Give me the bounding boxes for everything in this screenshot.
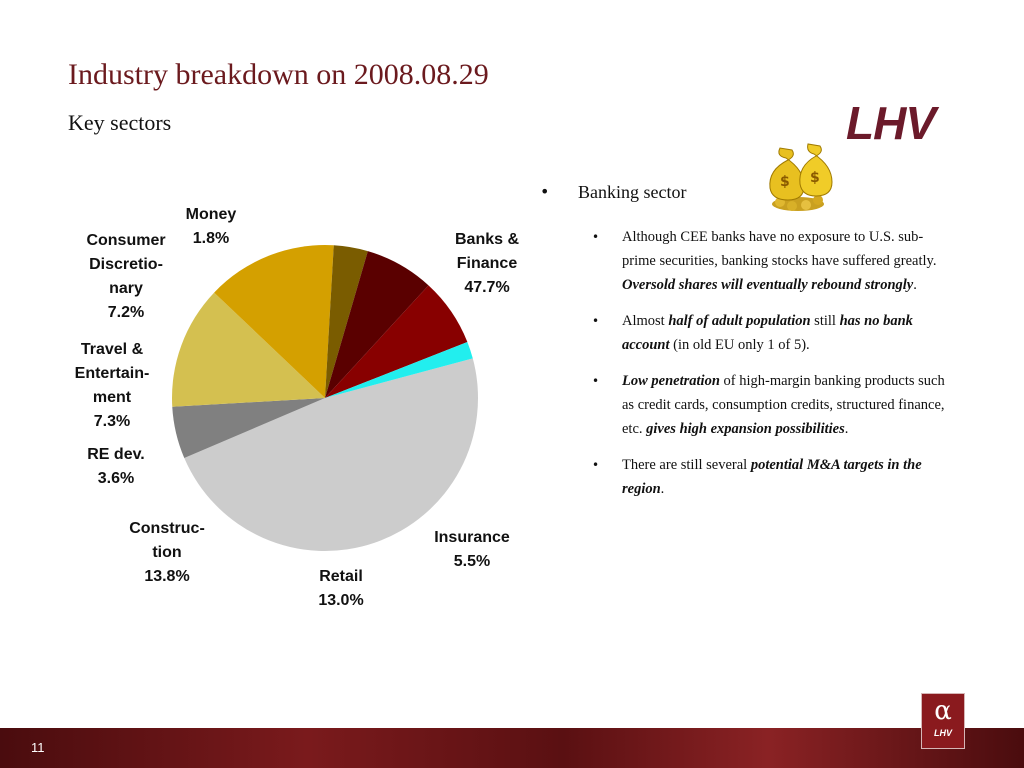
alpha-logo-text: LHV [934, 728, 952, 738]
pie-slice-label: Travel & Entertain-ment 7.3% [74, 341, 150, 430]
body-text: There are still several [622, 457, 751, 473]
svg-text:$: $ [780, 174, 790, 190]
sector-heading: Banking sector [578, 182, 687, 202]
bullet-dot-icon: • [592, 458, 600, 472]
list-item [592, 453, 950, 501]
emphasis-text: Oversold shares will eventually rebound strongly [622, 277, 914, 293]
body-text: (in old EU only 1 of 5). [669, 337, 810, 353]
body-text: . [844, 421, 849, 437]
bullet-dot-icon: • [592, 230, 600, 244]
bullet-dot-icon: • [592, 374, 600, 388]
pie-slice-label: Insurance 5.5% [434, 529, 510, 570]
alpha-symbol: α [934, 696, 952, 726]
industry-pie-chart [60, 200, 540, 630]
emphasis-text: potential M&A targets in the region [622, 457, 922, 497]
body-text: still [810, 313, 840, 329]
emphasis-text: has no bank account [622, 313, 913, 353]
pie-slice-label: RE dev. 3.6% [87, 446, 145, 487]
bullet-list [540, 225, 950, 501]
list-item [592, 309, 950, 357]
pie-slice-label: Consumer Discretio-nary 7.2% [86, 232, 166, 321]
pie-slice-label: Retail 13.0% [318, 568, 364, 609]
emphasis-text: Low penetration [622, 373, 720, 389]
svg-text:$: $ [810, 170, 820, 186]
sector-heading-item [540, 182, 950, 203]
body-text: . [913, 277, 917, 293]
bullet-dot-icon: • [592, 314, 600, 328]
slide-title: Industry breakdown on 2008.08.29 [68, 58, 489, 91]
slide-subtitle: Key sectors [68, 110, 172, 135]
pie-slice-label: Banks & Finance 47.7% [454, 231, 520, 296]
body-text: of high-margin banking products such as credit cards, consumption credits, structured finance, etc. [622, 373, 945, 437]
list-item [592, 225, 950, 297]
emphasis-text: gives high expansion possibilities [646, 421, 845, 437]
pie-slice-label: Construc-tion 13.8% [129, 520, 205, 585]
body-text: Although CEE banks have no exposure to U.S. sub-prime securities, banking stocks have suffered greatly. [622, 229, 937, 269]
emphasis-text: half of adult population [668, 313, 811, 329]
footer-bar [0, 728, 1024, 768]
list-item [592, 369, 950, 441]
banking-content [540, 182, 950, 513]
alpha-logo [921, 693, 965, 749]
page-number: 11 [31, 740, 45, 755]
bullet-dot-icon: • [540, 182, 550, 201]
lhv-logo: LHV [846, 97, 935, 149]
body-text: Almost [622, 313, 669, 329]
body-text: . [660, 481, 665, 497]
pie-slice-label: Money 1.8% [185, 206, 237, 247]
